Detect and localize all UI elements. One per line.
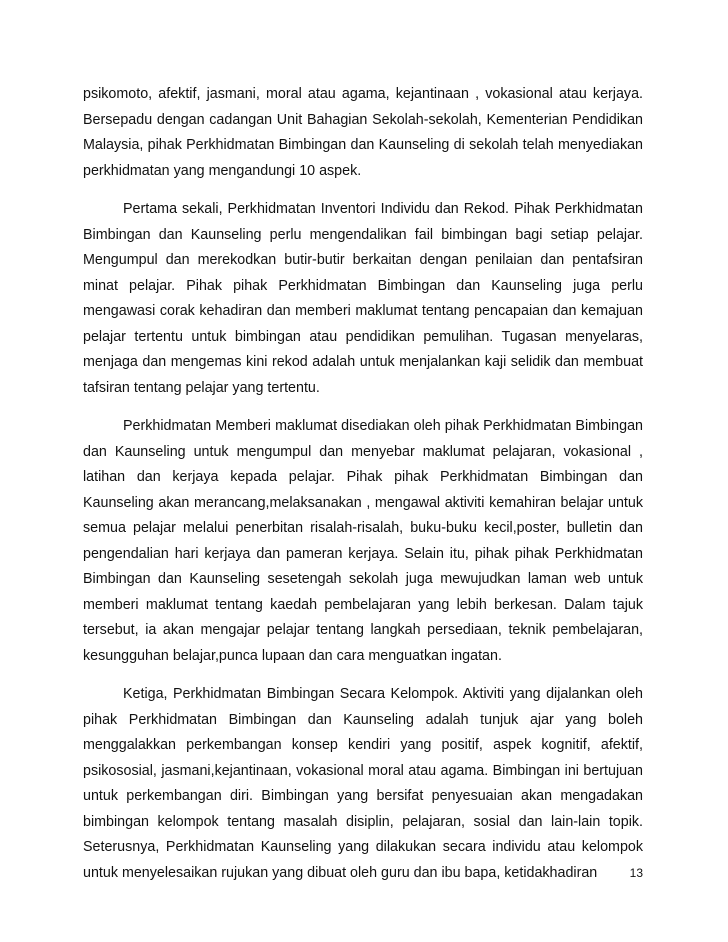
paragraph-2: Pertama sekali, Perkhidmatan Inventori Individu dan Rekod. Pihak Perkhidmatan Bimbingan dan Kaunseling perlu mengendalikan fail bimbingan bagi setiap pelajar. Mengumpul dan merekodkan butir-butir berkaitan dengan penilaian dan pentafsiran minat pelajar. Pihak pihak Perkhidmatan Bimbingan dan Kaunseling juga perlu mengawasi corak kehadiran dan memberi maklumat tentang pencapaian dan kemajuan pelajar tertentu untuk bimbingan atau pendidikan pemulihan. Tugasan menyelaras, menjaga dan mengemas kini rekod adalah untuk menjalankan kaji selidik dan membuat tafsiran tentang pelajar yang tertentu.	[83, 201, 643, 396]
page-number: 13	[629, 866, 643, 880]
paragraph-1: psikomoto, afektif, jasmani, moral atau agama, kejantinaan , vokasional atau kerjaya. Bersepadu dengan cadangan Unit Bahagian Sekolah-sekolah, Kementerian Pendidikan Malaysia, pihak Perkhidmatan Bimbingan dan Kaunseling di sekolah telah menyediakan perkhidmatan yang mengandungi 10 aspek.	[83, 86, 643, 179]
paragraph-3: Perkhidmatan Memberi maklumat disediakan oleh pihak Perkhidmatan Bimbingan dan Kaunseling untuk mengumpul dan menyebar maklumat pelajaran, vokasional , latihan dan kerjaya kepada pelajar. Pihak pihak Perkhidmatan Bimbingan dan Kaunseling akan merancang,melaksanakan , mengawal aktiviti kemahiran belajar untuk semua pelajar melalui penerbitan risalah-risalah, buku-buku kecil,poster, bulletin dan pengendalian hari kerjaya dan pameran kerjaya. Selain itu, pihak pihak Perkhidmatan Bimbingan dan Kaunseling sesetengah sekolah juga mewujudkan laman web untuk memberi maklumat tentang kaedah pembelajaran yang lebih berkesan. Dalam tajuk tersebut, ia akan mengajar pelajar tentang langkah persediaan, teknik pembelajaran, kesungguhan belajar,punca lupaan dan cara menguatkan ingatan.	[83, 418, 643, 664]
paragraph-4: Ketiga, Perkhidmatan Bimbingan Secara Kelompok. Aktiviti yang dijalankan oleh pihak Perkhidmatan Bimbingan dan Kaunseling adalah tunjuk ajar yang boleh menggalakkan perkembangan konsep kendiri yang positif, aspek kognitif, afektif, psikososial, jasmani,kejantinaan, vokasional moral atau agama. Bimbingan ini bertujuan untuk perkembangan diri. Bimbingan yang bersifat penyesuaian akan mengadakan bimbingan kelompok tentang masalah disiplin, pelajaran, sosial dan lain-lain topik. Seterusnya, Perkhidmatan Kaunseling yang dilakukan secara individu atau kelompok untuk menyelesaikan rujukan yang dibuat oleh guru dan ibu bapa, ketidakhadiran	[83, 686, 643, 881]
body-text	[83, 82, 643, 899]
